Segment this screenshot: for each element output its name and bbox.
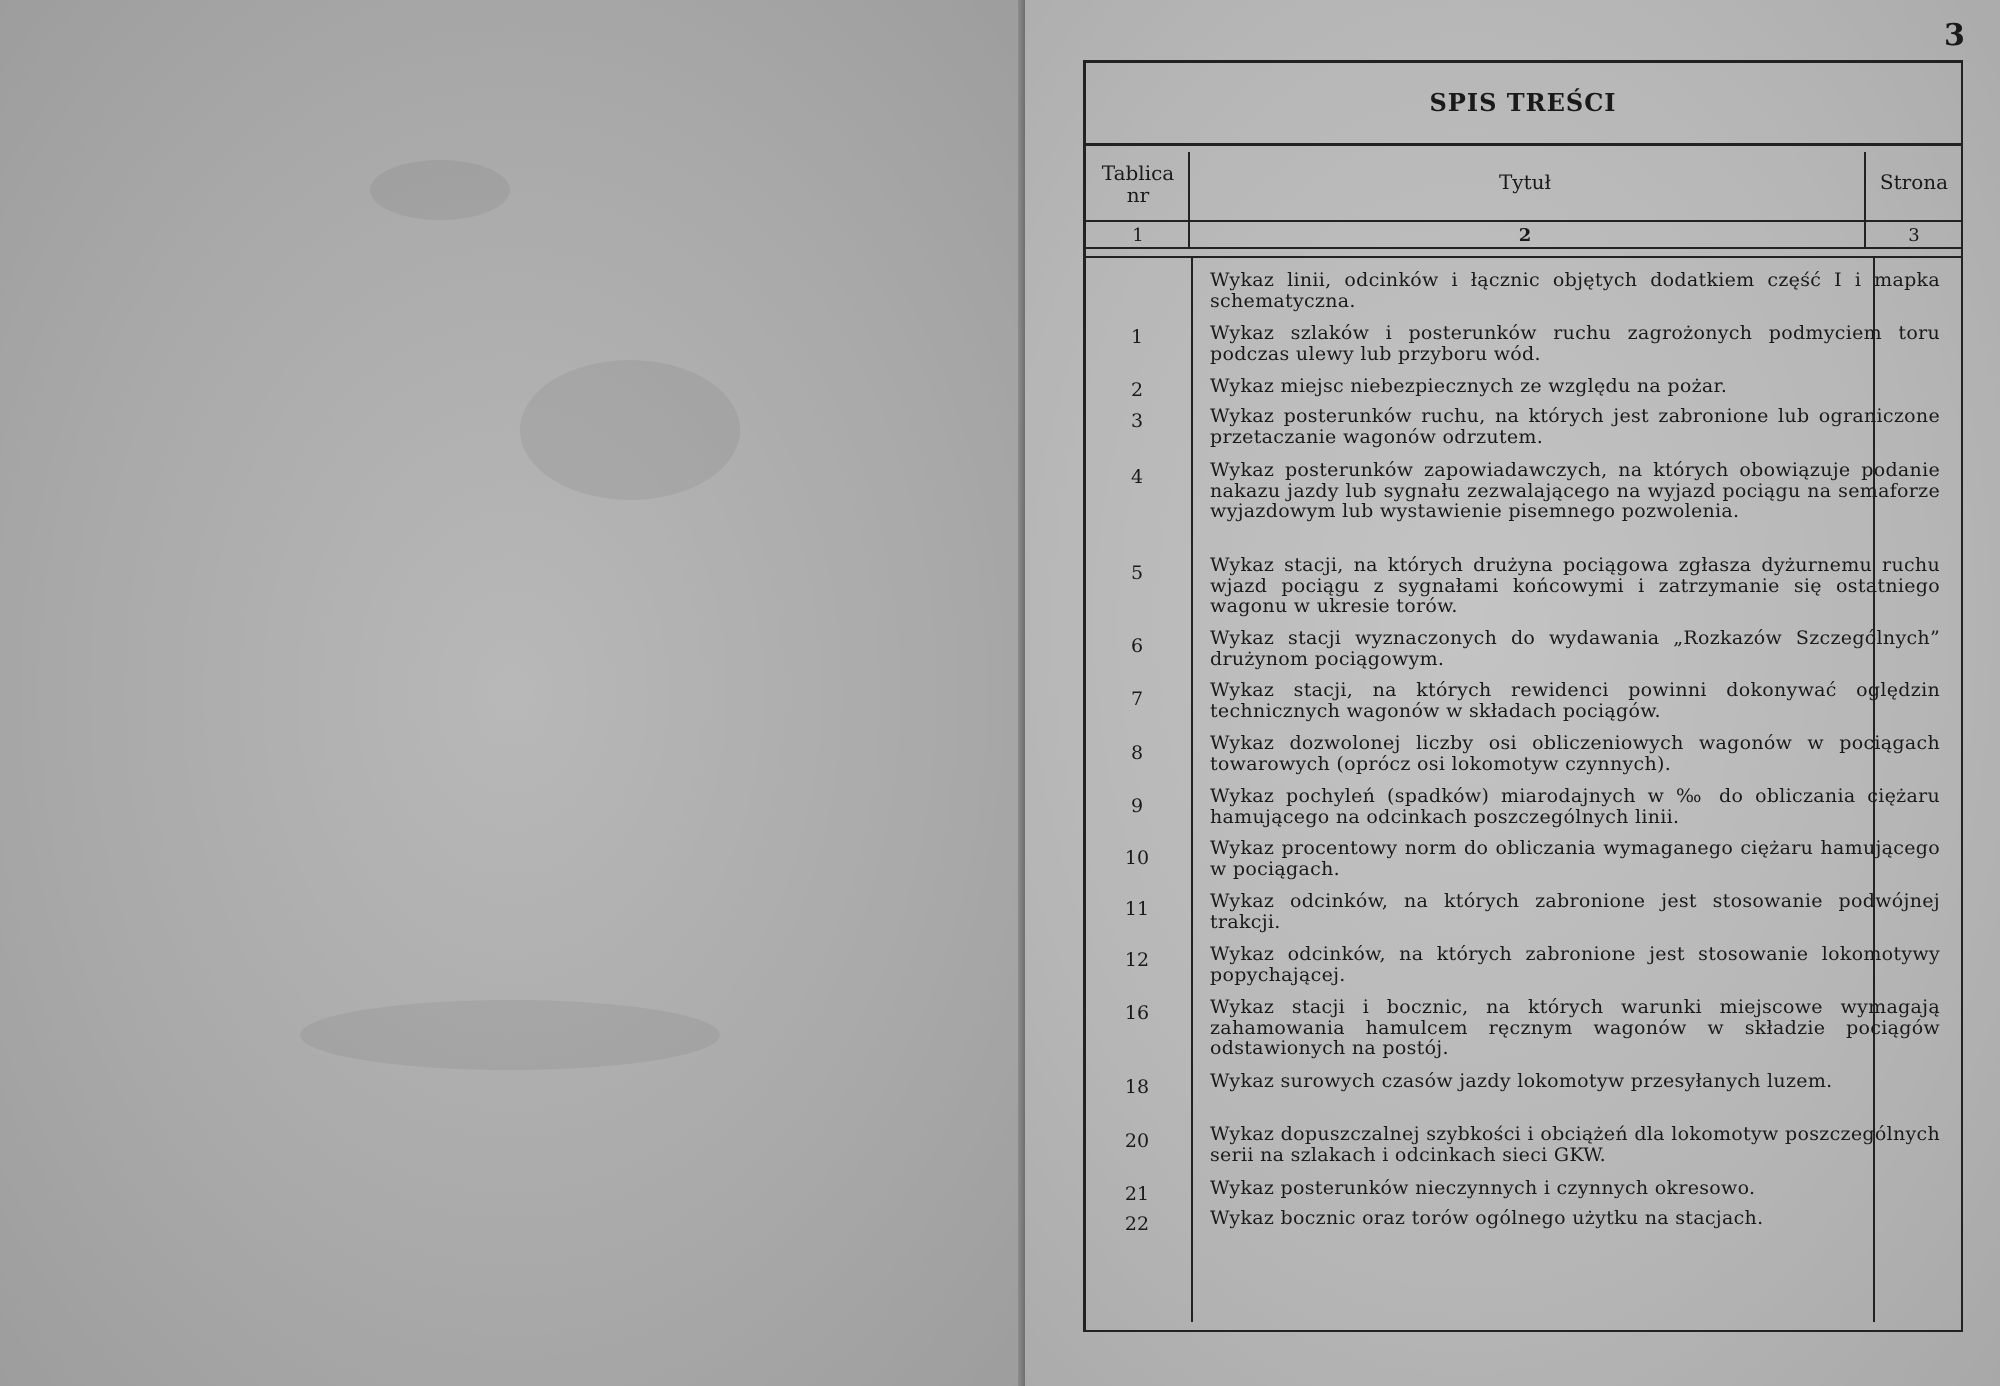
row-nr: 1 [1130,326,1144,348]
row-nr: 5 [1130,562,1144,584]
row-title: Wykaz posterunków ruchu, na których jest zabronione lub ograniczone przetaczanie wagonów odrzutem. [1210,405,1940,448]
row-title: Wykaz stacji wyznaczonych do wydawania „Rozkazów Szczególnych” drużynom pociągowym. [1210,627,1940,670]
header-title: Tytuł [1498,170,1552,194]
column-number-page: 3 [1908,225,1920,246]
row-nr: 10 [1124,847,1150,869]
page-number: 3 [1944,18,1965,53]
row-nr: 22 [1124,1213,1150,1235]
row-nr: 9 [1130,795,1144,817]
row-nr: 18 [1124,1076,1150,1098]
header-nr: Tablica nr [1101,161,1175,207]
row-title: Wykaz stacji, na których drużyna pociągowa zgłasza dyżurnemu ruchu wjazd pociągu z sygnałami końcowymi i zatrzymanie się ostatniego wagonu w ukresie torów. [1210,554,1940,617]
row-title: Wykaz procentowy norm do obliczania wymaganego ciężaru hamującego w pociągach. [1210,837,1940,880]
column-number-title: 2 [1518,225,1532,246]
header-page: Strona [1879,170,1949,194]
table-frame-bottom [1083,1330,1963,1332]
row-nr: 2 [1130,379,1144,401]
paper-stain [520,360,740,500]
row-title: Wykaz dopuszczalnej szybkości i obciążeń dla lokomotyw poszczególnych serii na szlakach i odcinkach sieci GKW. [1210,1123,1940,1166]
row-nr: 20 [1124,1130,1150,1152]
body-start-rule [1086,256,1962,258]
row-nr: 11 [1124,898,1150,920]
row-title: Wykaz posterunków zapowiadawczych, na których obowiązuje podanie nakazu jazdy lub sygnału zezwalającego na wyjazd pociągu na semaforze wyjazdowym lub wystawienie pisemnego pozwolenia. [1210,459,1940,522]
page-title: SPIS TREŚCI [1429,88,1617,117]
column-divider-nr [1188,152,1190,248]
row-title: Wykaz stacji i bocznic, na których warunki miejscowe wymagają zahamowania hamulcem ręcznym wagonów w składzie pociągów odstawionych na postój. [1210,996,1940,1059]
column-number-rule [1086,247,1962,249]
paper-stain [370,160,510,220]
title-rule [1083,143,1963,146]
row-title: Wykaz surowych czasów jazdy lokomotyw przesyłanych luzem. [1210,1070,1833,1092]
row-title: Wykaz odcinków, na których zabronione jest stosowanie podwójnej trakcji. [1210,890,1940,933]
row-nr: 4 [1130,466,1144,488]
header-rule [1086,220,1962,222]
column-number-nr: 1 [1132,225,1144,246]
row-nr: 8 [1130,742,1144,764]
row-nr: 6 [1130,635,1144,657]
row-title: Wykaz bocznic oraz torów ogólnego użytku na stacjach. [1210,1207,1764,1229]
row-title: Wykaz pochyleń (spadków) miarodajnych w ‰ do obliczania ciężaru hamującego na odcinkach poszczególnych linii. [1210,785,1940,828]
row-nr: 7 [1130,688,1144,710]
row-nr: 12 [1124,949,1150,971]
column-divider-nr-body [1191,256,1193,1322]
row-nr: 16 [1124,1002,1150,1024]
column-divider-page [1864,152,1866,248]
row-title: Wykaz linii, odcinków i łącznic objętych dodatkiem część I i mapka schematyczna. [1210,269,1940,312]
row-title: Wykaz odcinków, na których zabronione jest stosowanie lokomotywy popychającej. [1210,943,1940,986]
row-title: Wykaz miejsc niebezpiecznych ze względu na pożar. [1210,375,1728,397]
row-title: Wykaz stacji, na których rewidenci powinni dokonywać oględzin technicznych wagonów w składach pociągów. [1210,679,1940,722]
row-nr: 3 [1130,410,1144,432]
row-title: Wykaz posterunków nieczynnych i czynnych okresowo. [1210,1177,1756,1199]
row-title: Wykaz dozwolonej liczby osi obliczeniowych wagonów w pociągach towarowych (oprócz osi lokomotyw czynnych). [1210,732,1940,775]
row-title: Wykaz szlaków i posterunków ruchu zagrożonych podmyciem toru podczas ulewy lub przyboru wód. [1210,322,1940,365]
row-nr: 21 [1124,1183,1150,1205]
paper-stain [300,1000,720,1070]
